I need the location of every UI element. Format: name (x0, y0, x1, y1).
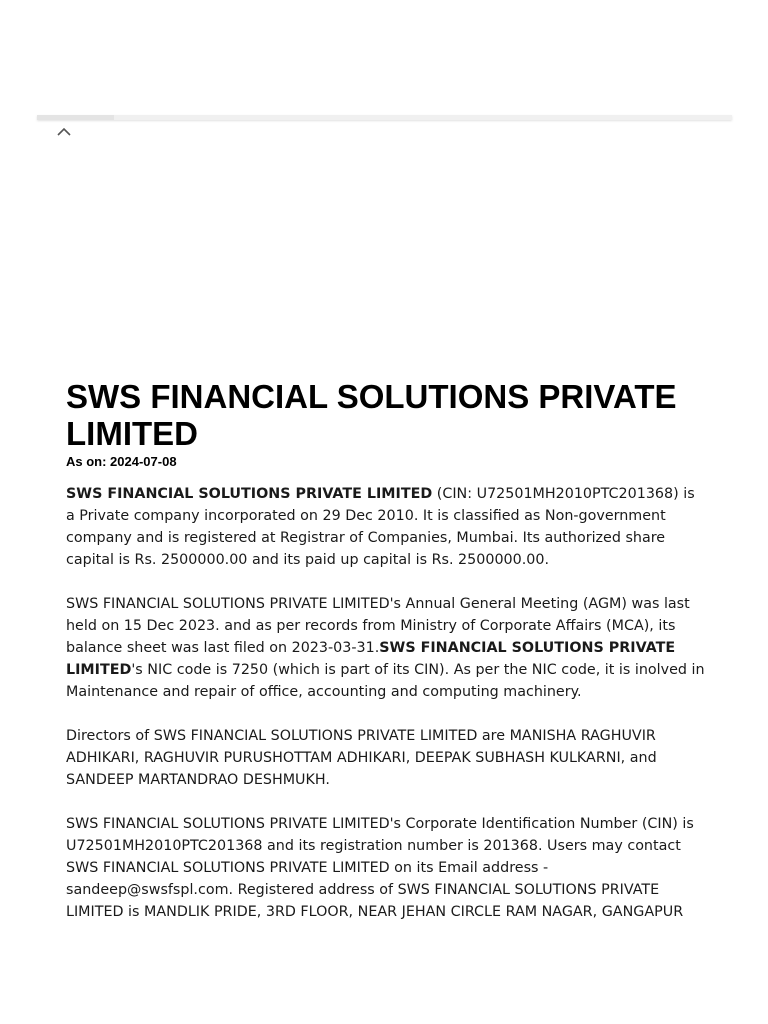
nic-text: 's NIC code is 7250 (which is part of its CIN). As per the NIC code, it is inolved in Maintenance and repair of office, accounting and computing machinery. (66, 662, 705, 700)
contact-paragraph: SWS FINANCIAL SOLUTIONS PRIVATE LIMITED's Corporate Identification Number (CIN) is U72501MH2010PTC201368 and its registration number is 201368. Users may contact SWS FINANCIAL SOLUTIONS PRIVATE LIMITED on its Email address - sandeep@swsfspl.com. Registered address of SWS FINANCIAL SOLUTIONS PRIVATE LIMITED is MANDLIK PRIDE, 3RD FLOOR, NEAR JEHAN CIRCLE RAM NAGAR, GANGAPUR (66, 816, 694, 920)
ad-banner-bar (37, 115, 732, 120)
intro-paragraph (66, 483, 706, 571)
directors-paragraph: Directors of SWS FINANCIAL SOLUTIONS PRIVATE LIMITED are MANISHA RAGHUVIR ADHIKARI, RAGHUVIR PURUSHOTTAM ADHIKARI, DEEPAK SUBHASH KULKARNI, and SANDEEP MARTANDRAO DESHMUKH. (66, 728, 657, 788)
company-overview (66, 378, 706, 923)
ad-collapse-tab[interactable] (37, 115, 114, 120)
agm-text: SWS FINANCIAL SOLUTIONS PRIVATE LIMITED's Annual General Meeting (AGM) was last held on 15 Dec 2023. and as per records from Ministry of Corporate Affairs (MCA), its balance sheet was last filed on 2023-03-31. (66, 596, 690, 656)
agm-paragraph (66, 593, 706, 703)
company-name-strong: SWS FINANCIAL SOLUTIONS PRIVATE LIMITED (66, 640, 676, 678)
company-name-strong: SWS FINANCIAL SOLUTIONS PRIVATE LIMITED (66, 486, 433, 502)
chevron-up-icon[interactable] (56, 123, 72, 135)
as-on-date: As on: 2024-07-08 (66, 454, 177, 469)
intro-text: (CIN: U72501MH2010PTC201368) is a Private company incorporated on 29 Dec 2010. It is classified as Non-government company and is registered at Registrar of Companies, Mumbai. Its authorized share capital is Rs. 2500000.00 and its paid up capital is Rs. 2500000.00. (66, 486, 695, 568)
page-title: SWS FINANCIAL SOLUTIONS PRIVATE LIMITED (66, 378, 677, 452)
